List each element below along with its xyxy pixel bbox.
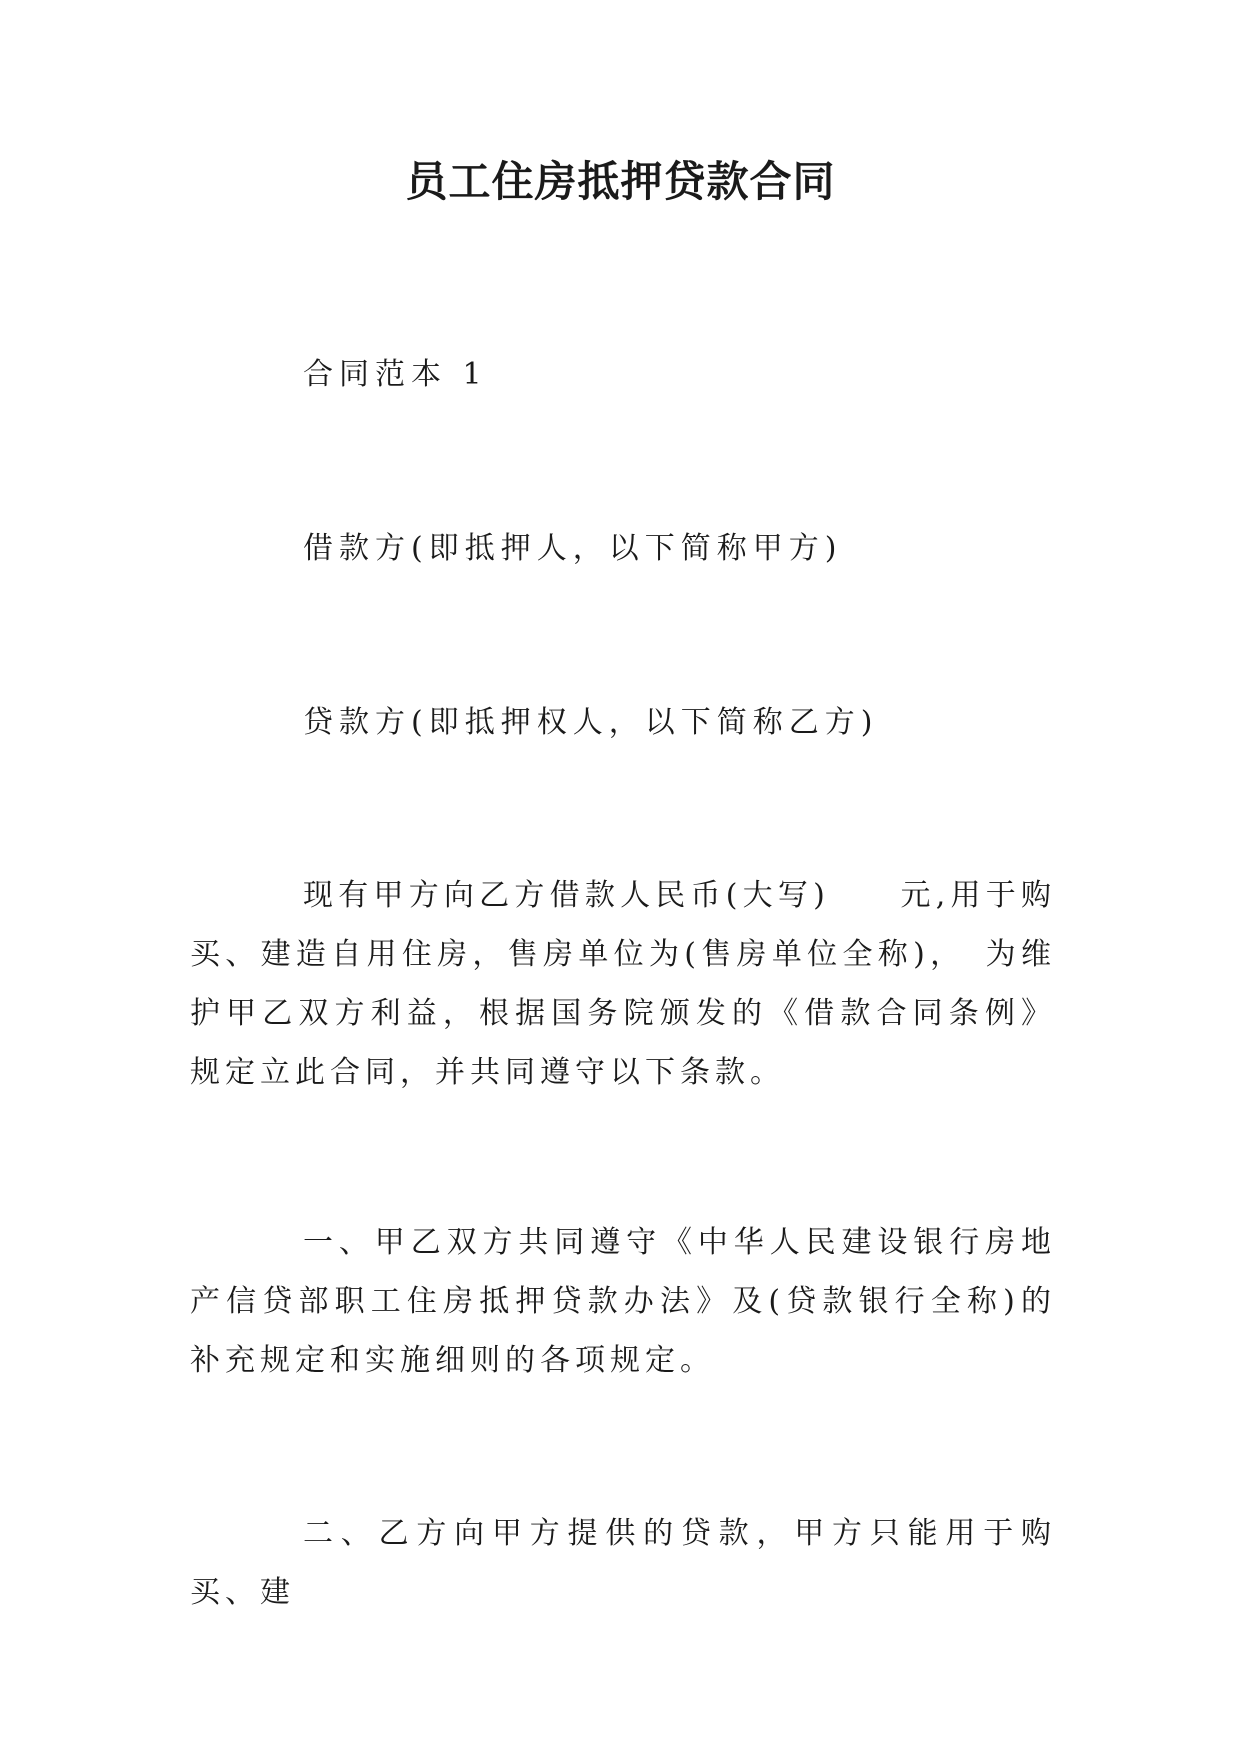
document-title: 员工住房抵押贷款合同 [405, 157, 836, 206]
clause-one-paragraph: 一、甲乙双方共同遵守《中华人民建设银行房地产信贷部职工住房抵押贷款办法》及(贷款银行全称)的补充规定和实施细则的各项规定。 [190, 1225, 1056, 1378]
lender-line: 贷款方(即抵押权人，以下简称乙方) [303, 705, 879, 740]
template-label: 合同范本 1 [303, 357, 488, 392]
intro-paragraph: 现有甲方向乙方借款人民币(大写) 元,用于购买、建造自用住房，售房单位为(售房单位全称)， 为维护甲乙双方利益，根据国务院颁发的《借款合同条例》规定立此合同，并共同遵守以下条款。 [190, 878, 1056, 1090]
borrower-line: 借款方(即抵押人，以下简称甲方) [303, 531, 843, 566]
clause-two-paragraph: 二、乙方向甲方提供的贷款，甲方只能用于购买、建 [190, 1516, 1056, 1610]
